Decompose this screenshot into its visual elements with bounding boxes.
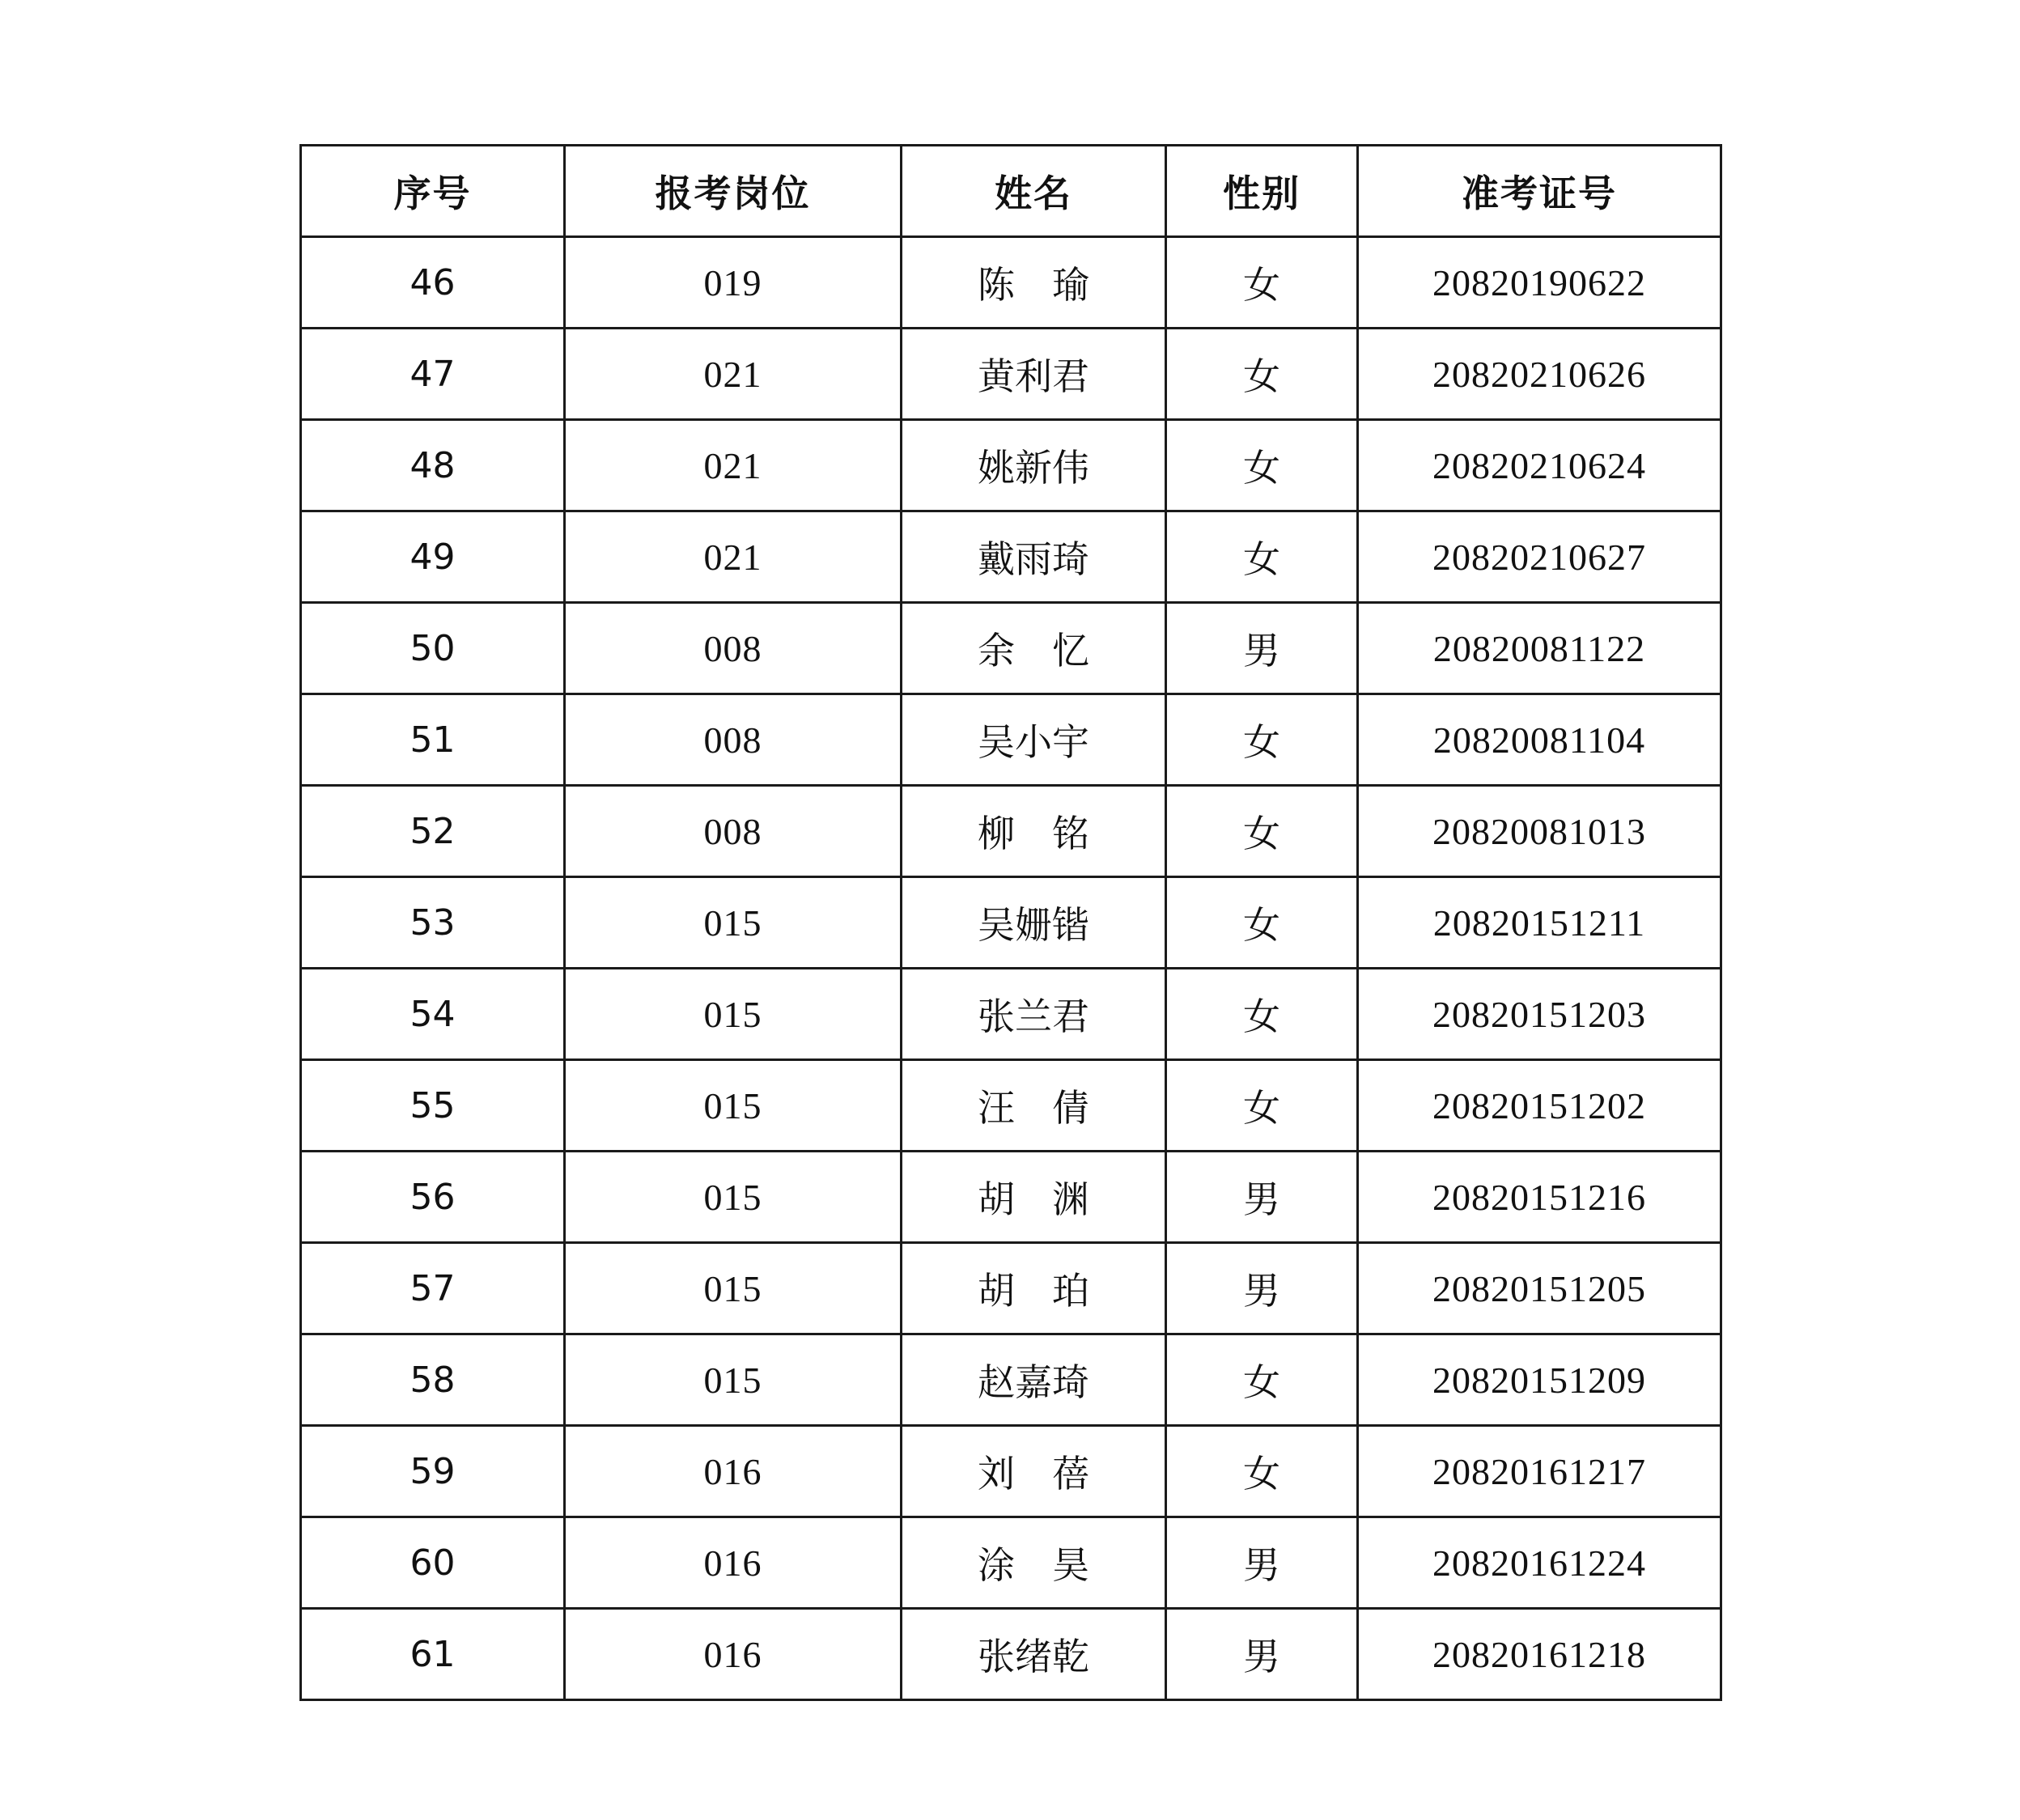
cell-name: 张兰君	[902, 969, 1166, 1060]
cell-ticket: 20820161218	[1358, 1609, 1721, 1700]
cell-gender: 女	[1166, 237, 1358, 329]
cell-name: 姚新伟	[902, 420, 1166, 511]
table-row	[301, 1609, 1721, 1700]
table-row	[301, 420, 1721, 511]
table-row	[301, 1152, 1721, 1243]
cell-no: 46	[301, 237, 565, 329]
header-no: 序号	[301, 146, 565, 237]
cell-ticket: 20820151211	[1358, 877, 1721, 969]
cell-ticket: 20820210627	[1358, 511, 1721, 603]
table-row	[301, 1426, 1721, 1517]
cell-post: 015	[565, 1334, 902, 1426]
cell-gender: 女	[1166, 1426, 1358, 1517]
cell-no: 60	[301, 1517, 565, 1609]
cell-ticket: 20820161224	[1358, 1517, 1721, 1609]
cell-gender: 女	[1166, 786, 1358, 877]
cell-post: 016	[565, 1426, 902, 1517]
cell-name: 涂 昊	[902, 1517, 1166, 1609]
cell-name: 吴姗锴	[902, 877, 1166, 969]
cell-gender: 男	[1166, 603, 1358, 694]
header-gender: 性别	[1166, 146, 1358, 237]
cell-gender: 男	[1166, 1152, 1358, 1243]
header-row	[301, 146, 1721, 237]
cell-ticket: 20820161217	[1358, 1426, 1721, 1517]
cell-no: 53	[301, 877, 565, 969]
table-row	[301, 694, 1721, 786]
cell-gender: 男	[1166, 1517, 1358, 1609]
cell-post: 021	[565, 329, 902, 420]
cell-name: 余 忆	[902, 603, 1166, 694]
cell-ticket: 20820081104	[1358, 694, 1721, 786]
cell-ticket: 20820151202	[1358, 1060, 1721, 1152]
cell-gender: 女	[1166, 877, 1358, 969]
cell-name: 黄利君	[902, 329, 1166, 420]
cell-ticket: 20820210624	[1358, 420, 1721, 511]
cell-post: 021	[565, 511, 902, 603]
cell-no: 59	[301, 1426, 565, 1517]
cell-gender: 女	[1166, 1334, 1358, 1426]
cell-post: 021	[565, 420, 902, 511]
cell-ticket: 20820151205	[1358, 1243, 1721, 1334]
cell-ticket: 20820081013	[1358, 786, 1721, 877]
header-post: 报考岗位	[565, 146, 902, 237]
cell-no: 54	[301, 969, 565, 1060]
cell-no: 61	[301, 1609, 565, 1700]
cell-ticket: 20820151216	[1358, 1152, 1721, 1243]
cell-no: 48	[301, 420, 565, 511]
cell-name: 刘 蓓	[902, 1426, 1166, 1517]
table-row	[301, 511, 1721, 603]
table-row	[301, 237, 1721, 329]
cell-post: 015	[565, 1060, 902, 1152]
cell-no: 51	[301, 694, 565, 786]
cell-no: 49	[301, 511, 565, 603]
cell-gender: 女	[1166, 694, 1358, 786]
cell-ticket: 20820210626	[1358, 329, 1721, 420]
cell-post: 008	[565, 786, 902, 877]
cell-no: 52	[301, 786, 565, 877]
cell-no: 55	[301, 1060, 565, 1152]
cell-ticket: 20820081122	[1358, 603, 1721, 694]
cell-ticket: 20820151203	[1358, 969, 1721, 1060]
cell-gender: 男	[1166, 1609, 1358, 1700]
table-row	[301, 969, 1721, 1060]
cell-name: 柳 铭	[902, 786, 1166, 877]
table-row	[301, 1517, 1721, 1609]
table-row	[301, 877, 1721, 969]
cell-post: 008	[565, 694, 902, 786]
cell-name: 戴雨琦	[902, 511, 1166, 603]
cell-name: 胡 珀	[902, 1243, 1166, 1334]
cell-gender: 男	[1166, 1243, 1358, 1334]
cell-post: 015	[565, 1243, 902, 1334]
cell-name: 胡 渊	[902, 1152, 1166, 1243]
cell-no: 58	[301, 1334, 565, 1426]
cell-post: 015	[565, 877, 902, 969]
cell-gender: 女	[1166, 969, 1358, 1060]
cell-post: 016	[565, 1517, 902, 1609]
table-row	[301, 1060, 1721, 1152]
cell-gender: 女	[1166, 420, 1358, 511]
cell-gender: 女	[1166, 1060, 1358, 1152]
header-name: 姓名	[902, 146, 1166, 237]
cell-post: 015	[565, 1152, 902, 1243]
cell-post: 008	[565, 603, 902, 694]
table-row	[301, 329, 1721, 420]
cell-no: 56	[301, 1152, 565, 1243]
cell-ticket: 20820190622	[1358, 237, 1721, 329]
cell-gender: 女	[1166, 511, 1358, 603]
cell-ticket: 20820151209	[1358, 1334, 1721, 1426]
document-page	[299, 144, 1720, 1701]
cell-no: 50	[301, 603, 565, 694]
cell-no: 57	[301, 1243, 565, 1334]
header-ticket: 准考证号	[1358, 146, 1721, 237]
table-row	[301, 786, 1721, 877]
cell-gender: 女	[1166, 329, 1358, 420]
table-row	[301, 603, 1721, 694]
cell-name: 陈 瑜	[902, 237, 1166, 329]
table-body	[301, 237, 1721, 1700]
table-row	[301, 1334, 1721, 1426]
cell-name: 汪 倩	[902, 1060, 1166, 1152]
cell-post: 019	[565, 237, 902, 329]
cell-no: 47	[301, 329, 565, 420]
cell-name: 赵嘉琦	[902, 1334, 1166, 1426]
cell-name: 张绪乾	[902, 1609, 1166, 1700]
cell-post: 016	[565, 1609, 902, 1700]
cell-post: 015	[565, 969, 902, 1060]
cell-name: 吴小宇	[902, 694, 1166, 786]
table-row	[301, 1243, 1721, 1334]
candidate-table	[299, 144, 1722, 1701]
